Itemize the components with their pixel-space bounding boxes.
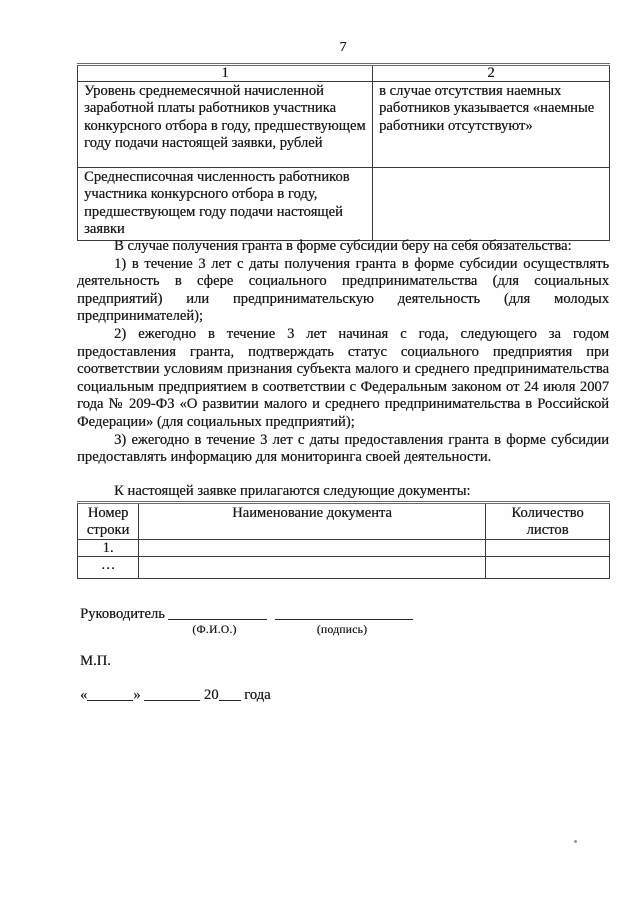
paragraph-obligation-1: 1) в течение 3 лет с даты получения гранта в форме субсидии осуществлять деятельность в сфере социального предпринимательства (для социальных предприятий) или предпринимательскую деятельность (для молодых предпринимателей); (77, 255, 609, 325)
signature-blank-line (275, 615, 413, 620)
month-blank-line (144, 696, 200, 701)
paragraph-obligation-2: 2) ежегодно в течение 3 лет начиная с года, следующего за годом предоставления гранта, подтверждать статус социального предприятия при соответствии условиям признания субъекта малого и среднего предпринимательства социальным предприятием в соответствии с Федеральным законом от 24 июля 2007 года № 209-ФЗ «О развитии малого и среднего предпринимательства в Российской Федерации» (для социальных предприятий); (77, 325, 609, 430)
table-row (78, 82, 610, 168)
date-line (80, 687, 271, 704)
table-cell (139, 557, 486, 579)
table-row (78, 168, 610, 241)
stamp-placeholder: М.П. (80, 653, 111, 669)
sign-caption: (подпись) (316, 624, 368, 636)
criteria-table (77, 63, 610, 241)
obligations-section (77, 238, 609, 467)
table-header-row (78, 65, 610, 82)
table-cell: … (78, 557, 139, 579)
year-prefix: 20 (203, 687, 219, 703)
table-cell (486, 540, 610, 557)
year-blank-line (219, 696, 241, 701)
table-cell (486, 557, 610, 579)
fio-blank-line (168, 615, 267, 620)
table-header-cell: Номер строки (78, 503, 139, 540)
table-header-cell: 1 (78, 65, 373, 82)
table-header-cell: Наименование документа (139, 503, 486, 540)
open-quote: « (80, 687, 88, 703)
table-cell: в случае отсутствия наемных работников указывается «наемные работники отсутствуют» (373, 82, 610, 168)
table-cell (139, 540, 486, 557)
page-number: 7 (339, 40, 347, 55)
paragraph-obligations-intro: В случае получения гранта в форме субсидии беру на себя обязательства: (114, 238, 572, 254)
scan-noise-dot (574, 840, 577, 843)
table-header-cell: Количество листов (486, 503, 610, 540)
table-header-row (78, 503, 610, 540)
day-blank-line (87, 696, 133, 701)
table-cell: Уровень среднемесячной начисленной заработной платы работников участника конкурсного отбора в году, предшествующем году подачи настоящей заявки, рублей (78, 82, 373, 168)
year-suffix: года (244, 687, 271, 703)
table-header-cell: 2 (373, 65, 610, 82)
table-cell (373, 168, 610, 241)
paragraph-obligation-3: 3) ежегодно в течение 3 лет с даты предоставления гранта в форме субсидии предоставлять информацию для мониторинга своей деятельности. (77, 431, 609, 466)
attachments-intro: К настоящей заявке прилагаются следующие документы: (114, 483, 471, 499)
leader-label: Руководитель (80, 606, 165, 622)
table-cell: 1. (78, 540, 139, 557)
leader-signature-row (80, 606, 413, 623)
fio-caption: (Ф.И.О.) (192, 624, 237, 636)
table-row (78, 540, 610, 557)
attachments-table (77, 501, 610, 579)
table-row (78, 557, 610, 579)
table-cell: Среднесписочная численность работников участника конкурсного отбора в году, предшествующем году подачи настоящей заявки (78, 168, 373, 241)
close-quote: » (133, 687, 141, 703)
